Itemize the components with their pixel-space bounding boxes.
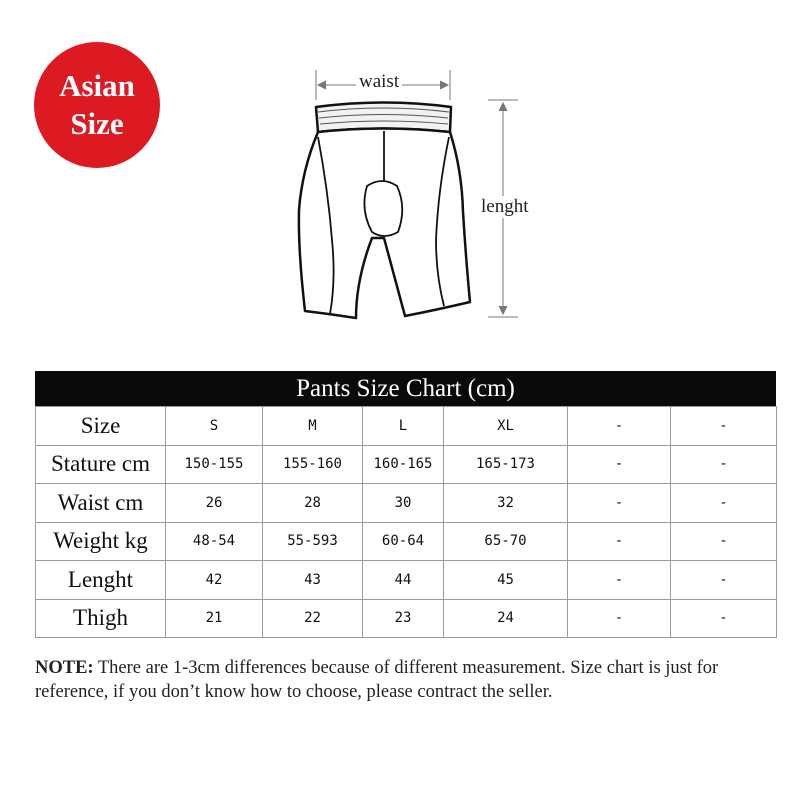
table-row: [36, 561, 777, 600]
table-cell: 23: [363, 599, 444, 638]
table-cell: 150-155: [166, 445, 263, 484]
row-label: Lenght: [36, 561, 166, 600]
table-row: [36, 445, 777, 484]
table-cell: 48-54: [166, 522, 263, 561]
table-cell: 60-64: [363, 522, 444, 561]
table-cell: -: [568, 522, 671, 561]
note-label: NOTE:: [35, 658, 94, 678]
row-label: Waist cm: [36, 484, 166, 523]
table-cell: 42: [166, 561, 263, 600]
table-row: [36, 407, 777, 446]
badge-line-1: Asian: [59, 68, 135, 103]
row-label: Thigh: [36, 599, 166, 638]
table-cell: L: [363, 407, 444, 446]
table-row: [36, 522, 777, 561]
table-cell: -: [568, 445, 671, 484]
row-label: Stature cm: [36, 445, 166, 484]
table-cell: -: [671, 484, 777, 523]
table-cell: -: [568, 407, 671, 446]
shorts-illustration: [0, 0, 800, 340]
table-cell: 160-165: [363, 445, 444, 484]
table-cell: 30: [363, 484, 444, 523]
table-cell: XL: [444, 407, 568, 446]
waist-label: waist: [356, 71, 402, 93]
badge-line-2: Size: [70, 106, 124, 141]
table-cell: -: [568, 561, 671, 600]
row-label: Size: [36, 407, 166, 446]
row-label: Weight kg: [36, 522, 166, 561]
table-cell: -: [671, 407, 777, 446]
table-cell: -: [568, 599, 671, 638]
note-body: There are 1-3cm differences because of different measurement. Size chart is just for reference, if you don’t know how to choose, please contract the seller.: [35, 658, 719, 702]
table-cell: -: [671, 522, 777, 561]
table-cell: 44: [363, 561, 444, 600]
table-cell: -: [568, 484, 671, 523]
length-label: lenght: [481, 196, 529, 217]
table-cell: M: [263, 407, 363, 446]
table-cell: 21: [166, 599, 263, 638]
note-text: [35, 656, 780, 704]
table-cell: 22: [263, 599, 363, 638]
table-cell: 45: [444, 561, 568, 600]
table-cell: 155-160: [263, 445, 363, 484]
chart-title: Pants Size Chart (cm): [35, 371, 776, 406]
size-table: [35, 406, 777, 638]
table-cell: 32: [444, 484, 568, 523]
table-cell: -: [671, 599, 777, 638]
shorts-diagram: [0, 0, 800, 340]
table-cell: S: [166, 407, 263, 446]
table-cell: 28: [263, 484, 363, 523]
table-cell: 43: [263, 561, 363, 600]
table-cell: 165-173: [444, 445, 568, 484]
table-cell: 55-593: [263, 522, 363, 561]
table-row: [36, 484, 777, 523]
table-cell: -: [671, 445, 777, 484]
table-row: [36, 599, 777, 638]
table-cell: 65-70: [444, 522, 568, 561]
table-cell: -: [671, 561, 777, 600]
table-cell: 24: [444, 599, 568, 638]
table-cell: 26: [166, 484, 263, 523]
